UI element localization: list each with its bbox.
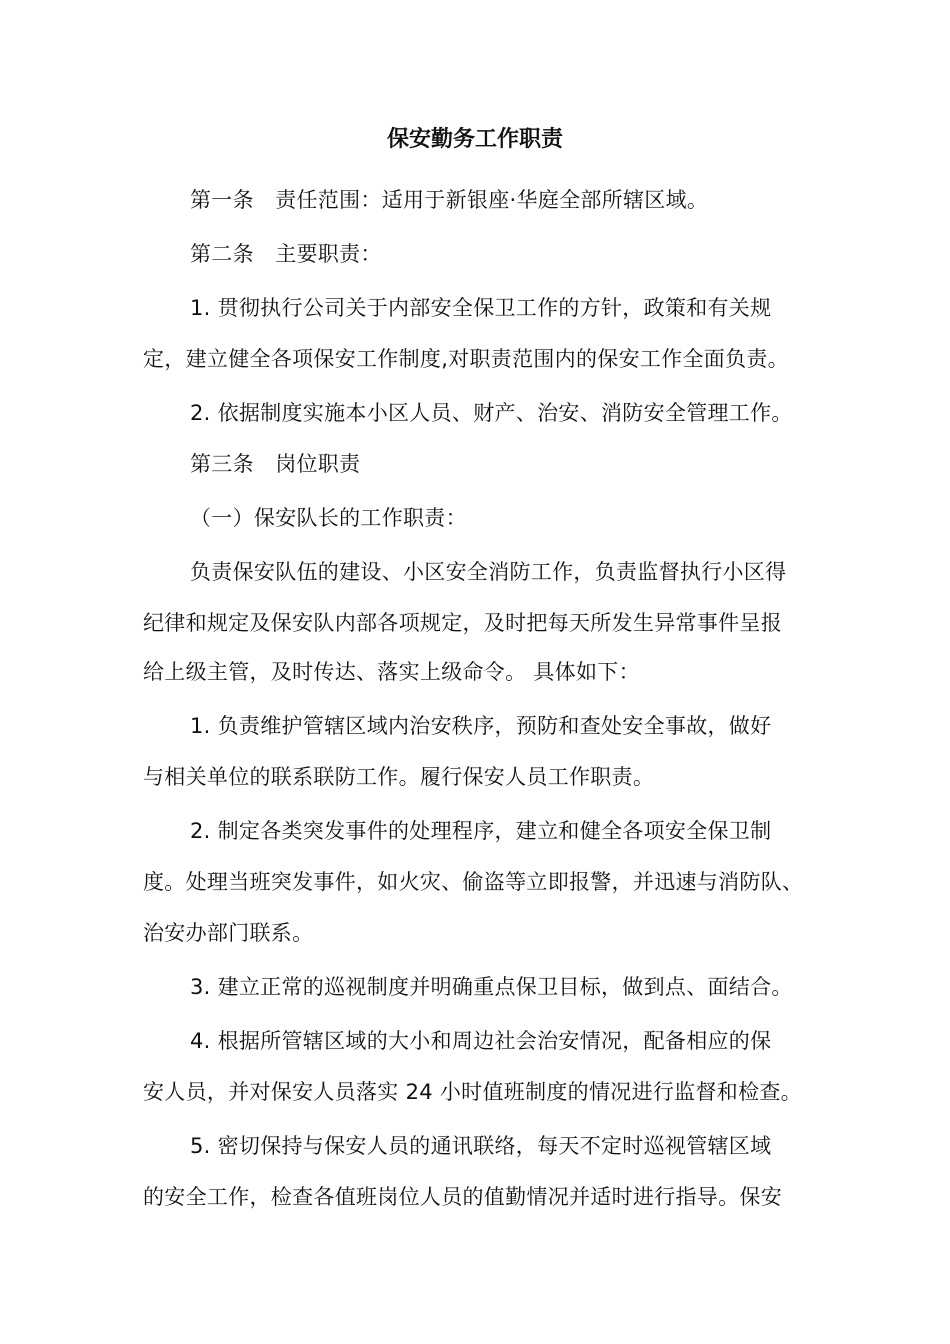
captain-item-3-line-1: 3. 建立正常的巡视制度并明确重点保卫目标，做到点、面结合。 xyxy=(190,975,793,999)
captain-item-4-line-2: 安人员，并对保安人员落实 24 小时值班制度的情况进行监督和检查。 xyxy=(143,1080,802,1104)
article-1-scope: 第一条 责任范围：适用于新银座·华庭全部所辖区域。 xyxy=(190,188,709,212)
captain-item-4-line-1: 4. 根据所管辖区域的大小和周边社会治安情况，配备相应的保 xyxy=(190,1029,772,1053)
captain-item-2-line-2: 度。处理当班突发事件，如火灾、偷盗等立即报警，并迅速与消防队、 xyxy=(143,870,804,894)
captain-item-5-line-1: 5. 密切保持与保安人员的通讯联络，每天不定时巡视管辖区域 xyxy=(190,1134,772,1158)
duty-1-line-1: 1. 贯彻执行公司关于内部安全保卫工作的方针，政策和有关规 xyxy=(190,296,772,320)
captain-intro-line-2: 纪律和规定及保安队内部各项规定，及时把每天所发生异常事件呈报 xyxy=(143,611,782,635)
captain-intro-line-1: 负责保安队伍的建设、小区安全消防工作，负责监督执行小区得 xyxy=(190,560,787,584)
duty-1-line-2: 定，建立健全各项保安工作制度,对职责范围内的保安工作全面负责。 xyxy=(143,347,789,371)
captain-item-1-line-1: 1. 负责维护管辖区域内治安秩序，预防和查处安全事故，做好 xyxy=(190,714,772,738)
captain-item-2-line-3: 治安办部门联系。 xyxy=(143,921,314,945)
article-2-heading: 第二条 主要职责： xyxy=(190,242,382,266)
duty-2-line-1: 2. 依据制度实施本小区人员、财产、治安、消防安全管理工作。 xyxy=(190,401,793,425)
captain-intro-line-3: 给上级主管，及时传达、落实上级命令。 具体如下： xyxy=(143,660,640,684)
captain-item-5-line-2: 的安全工作，检查各值班岗位人员的值勤情况并适时进行指导。保安 xyxy=(143,1185,782,1209)
document-title: 保安勤务工作职责 xyxy=(386,127,563,152)
section-1-heading: （一）保安队长的工作职责： xyxy=(190,506,467,530)
article-3-heading: 第三条 岗位职责 xyxy=(190,452,361,476)
captain-item-2-line-1: 2. 制定各类突发事件的处理程序，建立和健全各项安全保卫制 xyxy=(190,819,772,843)
captain-item-1-line-2: 与相关单位的联系联防工作。履行保安人员工作职责。 xyxy=(143,765,655,789)
